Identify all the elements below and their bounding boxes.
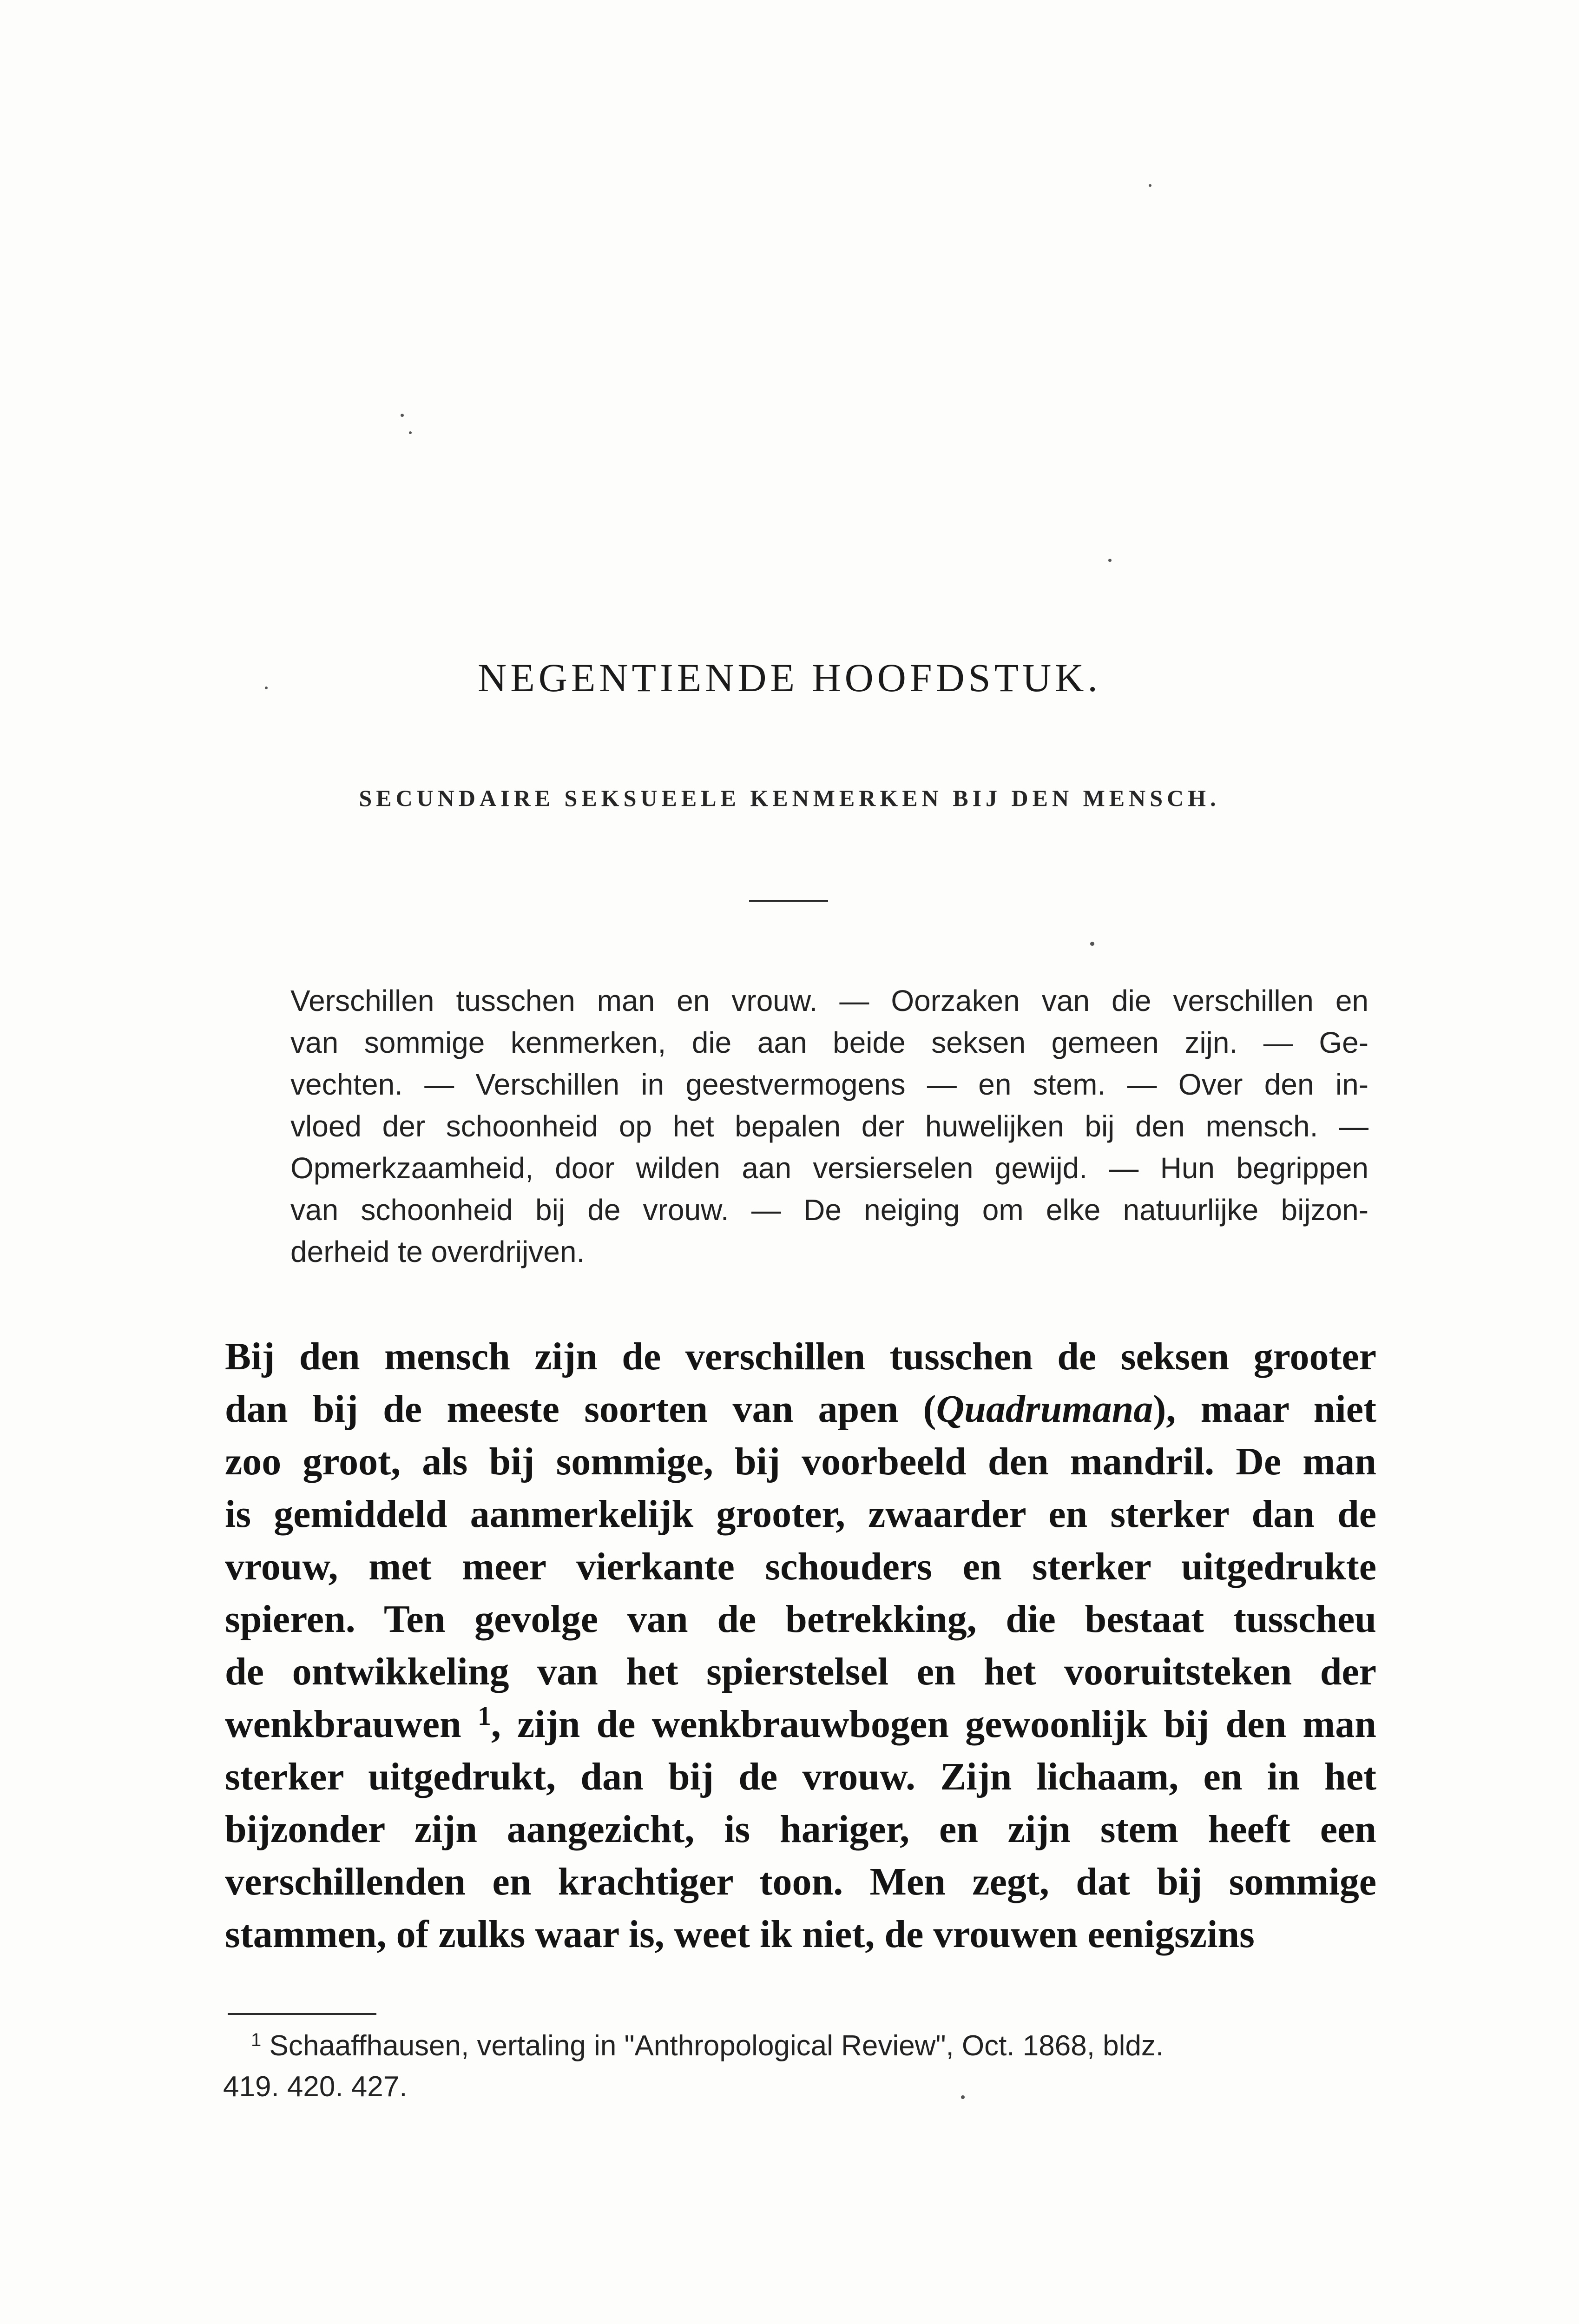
summary-line: derheid te overdrijven.: [290, 1235, 585, 1268]
footnote-line: 419. 420. 427.: [223, 2071, 408, 2103]
summary-line: van sommige kenmerken, die aan beide seksen gemeen zijn. — Ge-: [290, 1026, 1368, 1059]
body-line: [225, 1698, 1376, 1750]
body-line: zoo groot, als bij sommige, bij voorbeeld den mandril. De man: [225, 1440, 1376, 1483]
body-paragraph: [225, 1330, 1376, 1961]
body-text-segment: ), maar niet: [1153, 1387, 1376, 1431]
body-text-segment: , zijn de wenkbrauwbogen gewoonlijk bij den man: [491, 1703, 1376, 1746]
footnote-divider: [228, 2013, 376, 2015]
title-divider: [749, 900, 828, 902]
body-text-segment: dan bij de meeste soorten van apen (: [225, 1387, 936, 1431]
summary-line: Opmerkzaamheid, door wilden aan versierselen gewijd. — Hun begrippen: [290, 1151, 1368, 1185]
footnote-text: Schaaffhausen, vertaling in "Anthropological Review", Oct. 1868, bldz.: [269, 2030, 1164, 2062]
body-line: [225, 1383, 1376, 1435]
footnotes: [223, 2026, 1380, 2107]
body-line: bijzonder zijn aangezicht, is hariger, en zijn stem heeft een: [225, 1808, 1376, 1851]
footnote-reference: 1: [477, 1701, 491, 1731]
chapter-subtitle: SECUNDAIRE SEKSUEELE KENMERKEN BIJ DEN MENSCH.: [359, 785, 1220, 811]
italic-term: Quadrumana: [936, 1387, 1153, 1431]
body-line: spieren. Ten gevolge van de betrekking, die bestaat tusscheu: [225, 1598, 1376, 1641]
chapter-title: NEGENTIENDE HOOFDSTUK.: [478, 655, 1101, 700]
summary-line: Verschillen tusschen man en vrouw. — Oorzaken van die verschillen en: [290, 984, 1368, 1017]
body-line: verschillenden en krachtiger toon. Men zegt, dat bij sommige: [225, 1860, 1376, 1903]
print-speck: [401, 414, 404, 417]
body-line: Bij den mensch zijn de verschillen tusschen de seksen grooter: [225, 1335, 1376, 1378]
chapter-summary: [290, 980, 1368, 1273]
body-text-segment: wenkbrauwen: [225, 1703, 478, 1746]
summary-line: van schoonheid bij de vrouw. — De neiging om elke natuurlijke bijzon-: [290, 1193, 1368, 1227]
print-speck: [1090, 942, 1094, 946]
body-line: is gemiddeld aanmerkelijk grooter, zwaarder en sterker dan de: [225, 1492, 1376, 1536]
print-speck: [1149, 184, 1151, 187]
body-line: stammen, of zulks waar is, weet ik niet, de vrouwen eenigszins: [225, 1913, 1255, 1956]
body-line: de ontwikkeling van het spierstelsel en het vooruitsteken der: [225, 1650, 1376, 1693]
summary-line: vloed der schoonheid op het bepalen der huwelijken bij den mensch. —: [290, 1109, 1368, 1143]
body-line: vrouw, met meer vierkante schouders en sterker uitgedrukte: [225, 1545, 1376, 1588]
print-speck: [409, 431, 412, 434]
print-speck: [1108, 559, 1112, 562]
footnote-marker: 1: [251, 2030, 262, 2050]
footnote-line: [251, 2026, 1380, 2067]
summary-line: vechten. — Verschillen in geestvermogens — en stem. — Over den in-: [290, 1068, 1368, 1101]
body-line: sterker uitgedrukt, dan bij de vrouw. Zijn lichaam, en in het: [225, 1755, 1376, 1798]
